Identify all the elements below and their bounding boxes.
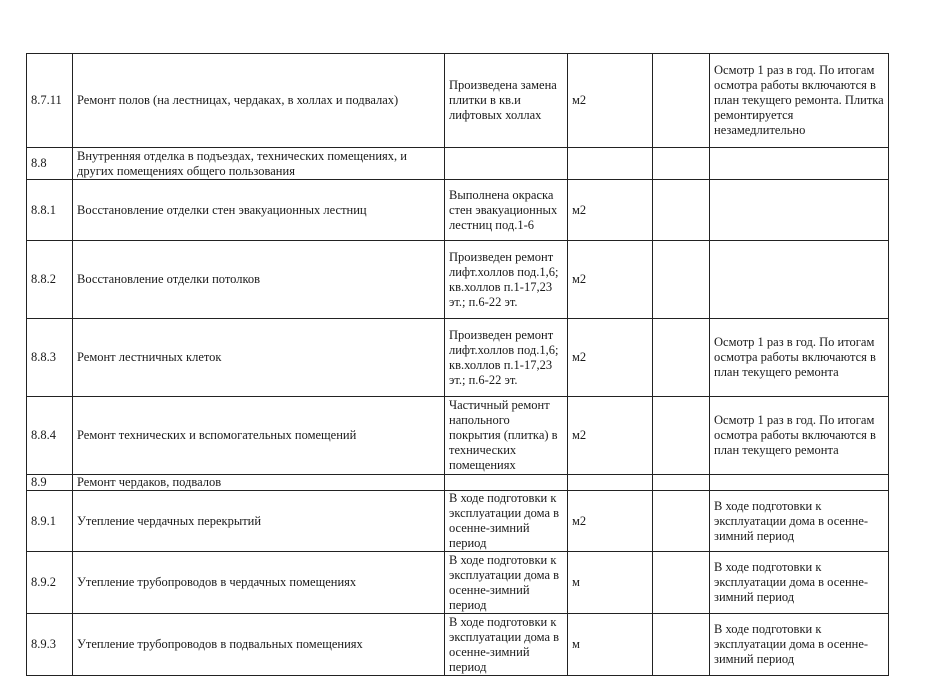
table-row — [27, 54, 889, 148]
unit: м — [568, 552, 653, 614]
work-name: Восстановление отделки стен эвакуационных лестниц — [73, 180, 445, 241]
empty-cell — [653, 397, 710, 475]
note: В ходе подготовки к эксплуатации дома в осенне-зимний период — [710, 614, 889, 676]
unit: м — [568, 614, 653, 676]
work-done: В ходе подготовки к эксплуатации дома в осенне-зимний период — [445, 552, 568, 614]
work-name: Утепление чердачных перекрытий — [73, 491, 445, 552]
work-done: Произведен ремонт лифт.холлов под.1,6; кв.холлов п.1-17,23 эт.; п.6-22 эт. — [445, 319, 568, 397]
note: В ходе подготовки к эксплуатации дома в осенне-зимний период — [710, 552, 889, 614]
table-row — [27, 552, 889, 614]
note — [710, 148, 889, 180]
note: В ходе подготовки к эксплуатации дома в осенне-зимний период — [710, 491, 889, 552]
empty-cell — [653, 241, 710, 319]
note — [710, 180, 889, 241]
empty-cell — [653, 491, 710, 552]
work-done: Произведена замена плитки в кв.и лифтовых холлах — [445, 54, 568, 148]
empty-cell — [653, 180, 710, 241]
table-row — [27, 241, 889, 319]
work-done: Частичный ремонт напольного покрытия (плитка) в технических помещениях — [445, 397, 568, 475]
row-number: 8.9 — [27, 475, 73, 491]
row-number: 8.9.3 — [27, 614, 73, 676]
unit: м2 — [568, 241, 653, 319]
row-number: 8.9.1 — [27, 491, 73, 552]
table-row — [27, 491, 889, 552]
note — [710, 241, 889, 319]
empty-cell — [653, 552, 710, 614]
row-number: 8.7.11 — [27, 54, 73, 148]
note — [710, 475, 889, 491]
empty-cell — [653, 54, 710, 148]
row-number: 8.8.2 — [27, 241, 73, 319]
work-name: Внутренняя отделка в подъездах, технических помещениях, и других помещениях общего пользования — [73, 148, 445, 180]
note: Осмотр 1 раз в год. По итогам осмотра работы включаются в план текущего ремонта — [710, 397, 889, 475]
row-number: 8.8.3 — [27, 319, 73, 397]
unit: м2 — [568, 491, 653, 552]
note: Осмотр 1 раз в год. По итогам осмотра работы включаются в план текущего ремонта — [710, 319, 889, 397]
work-name: Утепление трубопроводов в подвальных помещениях — [73, 614, 445, 676]
row-number: 8.8.1 — [27, 180, 73, 241]
unit — [568, 475, 653, 491]
unit: м2 — [568, 319, 653, 397]
table-row — [27, 397, 889, 475]
empty-cell — [653, 475, 710, 491]
row-number: 8.8 — [27, 148, 73, 180]
empty-cell — [653, 148, 710, 180]
work-done: Выполнена окраска стен эвакуационных лестниц под.1-6 — [445, 180, 568, 241]
table-row — [27, 319, 889, 397]
row-number: 8.8.4 — [27, 397, 73, 475]
works-table — [26, 53, 889, 676]
work-done: В ходе подготовки к эксплуатации дома в осенне-зимний период — [445, 491, 568, 552]
unit: м2 — [568, 54, 653, 148]
empty-cell — [653, 614, 710, 676]
work-done: В ходе подготовки к эксплуатации дома в осенне-зимний период — [445, 614, 568, 676]
work-name: Восстановление отделки потолков — [73, 241, 445, 319]
empty-cell — [653, 319, 710, 397]
work-name: Ремонт чердаков, подвалов — [73, 475, 445, 491]
table-row — [27, 475, 889, 491]
table-row — [27, 614, 889, 676]
work-name: Утепление трубопроводов в чердачных помещениях — [73, 552, 445, 614]
note: Осмотр 1 раз в год. По итогам осмотра работы включаются в план текущего ремонта. Плитка ремонтируется незамедлительно — [710, 54, 889, 148]
unit — [568, 148, 653, 180]
unit: м2 — [568, 180, 653, 241]
row-number: 8.9.2 — [27, 552, 73, 614]
work-done: Произведен ремонт лифт.холлов под.1,6; кв.холлов п.1-17,23 эт.; п.6-22 эт. — [445, 241, 568, 319]
work-done — [445, 148, 568, 180]
work-name: Ремонт технических и вспомогательных помещений — [73, 397, 445, 475]
work-name: Ремонт лестничных клеток — [73, 319, 445, 397]
table-row — [27, 180, 889, 241]
work-done — [445, 475, 568, 491]
work-name: Ремонт полов (на лестницах, чердаках, в холлах и подвалах) — [73, 54, 445, 148]
unit: м2 — [568, 397, 653, 475]
table-row — [27, 148, 889, 180]
